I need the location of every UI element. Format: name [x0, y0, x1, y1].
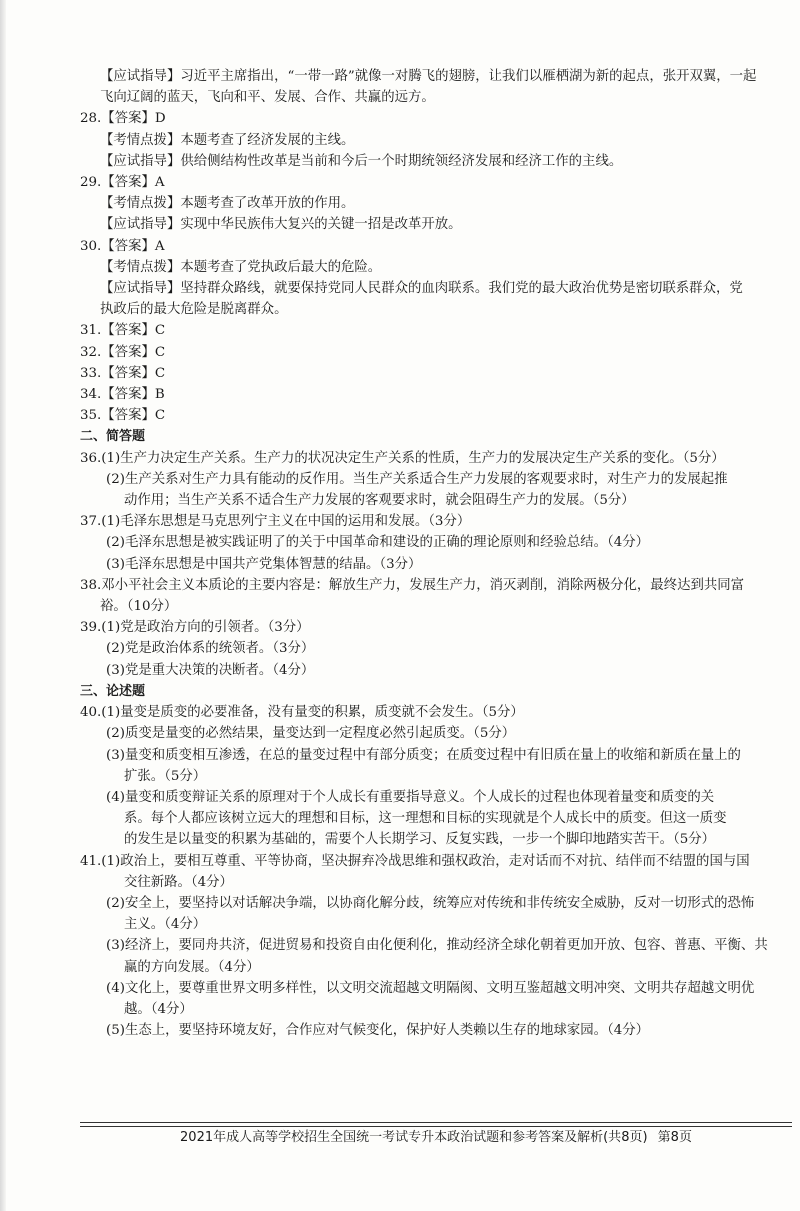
footer-title: 2021年成人高等学校招生全国统一考试专升本政治试题和参考答案及解析(共8页) — [180, 1130, 648, 1145]
text-line: (2)生产关系对生产力具有能动的反作用。当生产关系适合生产力发展的客观要求时，对生产力的发展起推 — [106, 471, 728, 487]
text-line: (3)量变和质变相互渗透，在总的量变过程中有部分质变；在质变过程中有旧质在量上的收缩和新质在量上的 — [106, 747, 741, 763]
text-line: (5)生态上，要坚持环境友好，合作应对气候变化，保护好人类赖以生存的地球家园。（4分） — [106, 1023, 650, 1039]
footer-text — [80, 1126, 792, 1149]
text-line: 动作用；当生产关系不适合生产力发展的客观要求时，就会阻碍生产力的发展。（5分） — [124, 493, 635, 509]
text-line: 飞向辽阔的蓝天，飞向和平、发展、合作、共赢的远方。 — [100, 90, 435, 106]
text-line: 【应试指导】供给侧结构性改革是当前和今后一个时期统领经济发展和经济工作的主线。 — [100, 153, 623, 169]
text-line: 37.(1)毛泽东思想是马克思列宁主义在中国的运用和发展。（3分） — [80, 514, 471, 530]
text-line: 赢的方向发展。（4分） — [124, 959, 260, 975]
section-heading: 二、简答题 — [80, 429, 146, 445]
text-line: 28.【答案】D — [80, 111, 166, 127]
text-line: 主义。（4分） — [124, 917, 207, 933]
text-line: 40.(1)量变是质变的必要准备，没有量变的积累，质变就不会发生。（5分） — [80, 705, 524, 721]
text-line: 29.【答案】A — [80, 175, 165, 191]
text-line: 39.(1)党是政治方向的引领者。（3分） — [80, 620, 310, 636]
text-line: (2)质变是量变的必然结果，量变达到一定程度必然引起质变。（5分） — [106, 726, 516, 742]
text-line: 31.【答案】C — [80, 323, 166, 339]
text-line: 扩张。（5分） — [124, 768, 207, 784]
text-line: 的发生是以量变的积累为基础的，需要个人长期学习、反复实践，一步一个脚印地踏实苦干。（5分） — [124, 832, 716, 848]
text-line: 33.【答案】C — [80, 365, 166, 381]
text-line: 系。每个人都应该树立远大的理想和目标，这一理想和目标的实现就是个人成长中的质变。但这一质变 — [124, 811, 727, 827]
text-line: (2)毛泽东思想是被实践证明了的关于中国革命和建设的正确的理论原则和经验总结。（4分） — [106, 535, 650, 551]
text-line: 41.(1)政治上，要相互尊重、平等协商，坚决摒弃冷战思维和强权政治，走对话而不对抗、结伴而不结盟的国与国 — [80, 853, 750, 869]
footer-page-number: 第8页 — [657, 1130, 692, 1145]
text-line: (3)经济上，要同舟共济，促进贸易和投资自由化便利化，推动经济全球化朝着更加开放、包容、普惠、平衡、共 — [106, 938, 768, 954]
section-heading: 三、论述题 — [80, 683, 146, 699]
text-line: 【考情点拨】本题考查了改革开放的作用。 — [100, 196, 355, 212]
text-line: (3)党是重大决策的决断者。（4分） — [106, 662, 315, 678]
text-line: 【应试指导】坚持群众路线，就要保持党同人民群众的血肉联系。我们党的最大政治优势是密切联系群众，党 — [100, 281, 743, 297]
text-line: 34.【答案】B — [80, 387, 165, 403]
text-line: 【应试指导】习近平主席指出，“一带一路”就像一对腾飞的翅膀，让我们以雁栖湖为新的起点，张开双翼，一起 — [100, 69, 757, 84]
text-line: (3)毛泽东思想是中国共产党集体智慧的结晶。（3分） — [106, 556, 422, 572]
answer-content — [80, 66, 792, 1041]
text-line: 35.【答案】C — [80, 408, 166, 424]
text-line: (4)文化上，要尊重世界文明多样性，以文明交流超越文明隔阂、文明互鉴超越文明冲突、文明共存超越文明优 — [106, 980, 755, 996]
text-line: 36.(1)生产力决定生产关系。生产力的状况决定生产关系的性质，生产力的发展决定生产关系的变化。（5分） — [80, 450, 725, 466]
text-line: 裕。（10分） — [100, 599, 178, 615]
page-edge-shadow — [0, 0, 6, 1211]
text-line: 【考情点拨】本题考查了党执政后最大的危险。 — [100, 259, 382, 275]
text-line: 38.邓小平社会主义本质论的主要内容是：解放生产力，发展生产力，消灭剥削，消除两极分化，最终达到共同富 — [80, 577, 745, 593]
text-line: 交往新路。（4分） — [124, 874, 233, 890]
page-footer — [80, 1122, 792, 1149]
text-line: 执政后的最大危险是脱离群众。 — [100, 302, 288, 318]
text-line: 32.【答案】C — [80, 344, 166, 360]
text-line: (2)党是政治体系的统领者。（3分） — [106, 641, 315, 657]
text-line: (4)量变和质变辩证关系的原理对于个人成长有重要指导意义。个人成长的过程也体现着量变和质变的关 — [106, 789, 715, 805]
text-line: 30.【答案】A — [80, 238, 165, 254]
text-line: 【考情点拨】本题考查了经济发展的主线。 — [100, 132, 355, 148]
text-line: (2)安全上，要坚持以对话解决争端，以协商化解分歧，统筹应对传统和非传统安全威胁，反对一切形式的恐怖 — [106, 895, 755, 911]
text-line: 【应试指导】实现中华民族伟大复兴的关键一招是改革开放。 — [100, 217, 462, 233]
text-line: 越。（4分） — [124, 1001, 193, 1017]
